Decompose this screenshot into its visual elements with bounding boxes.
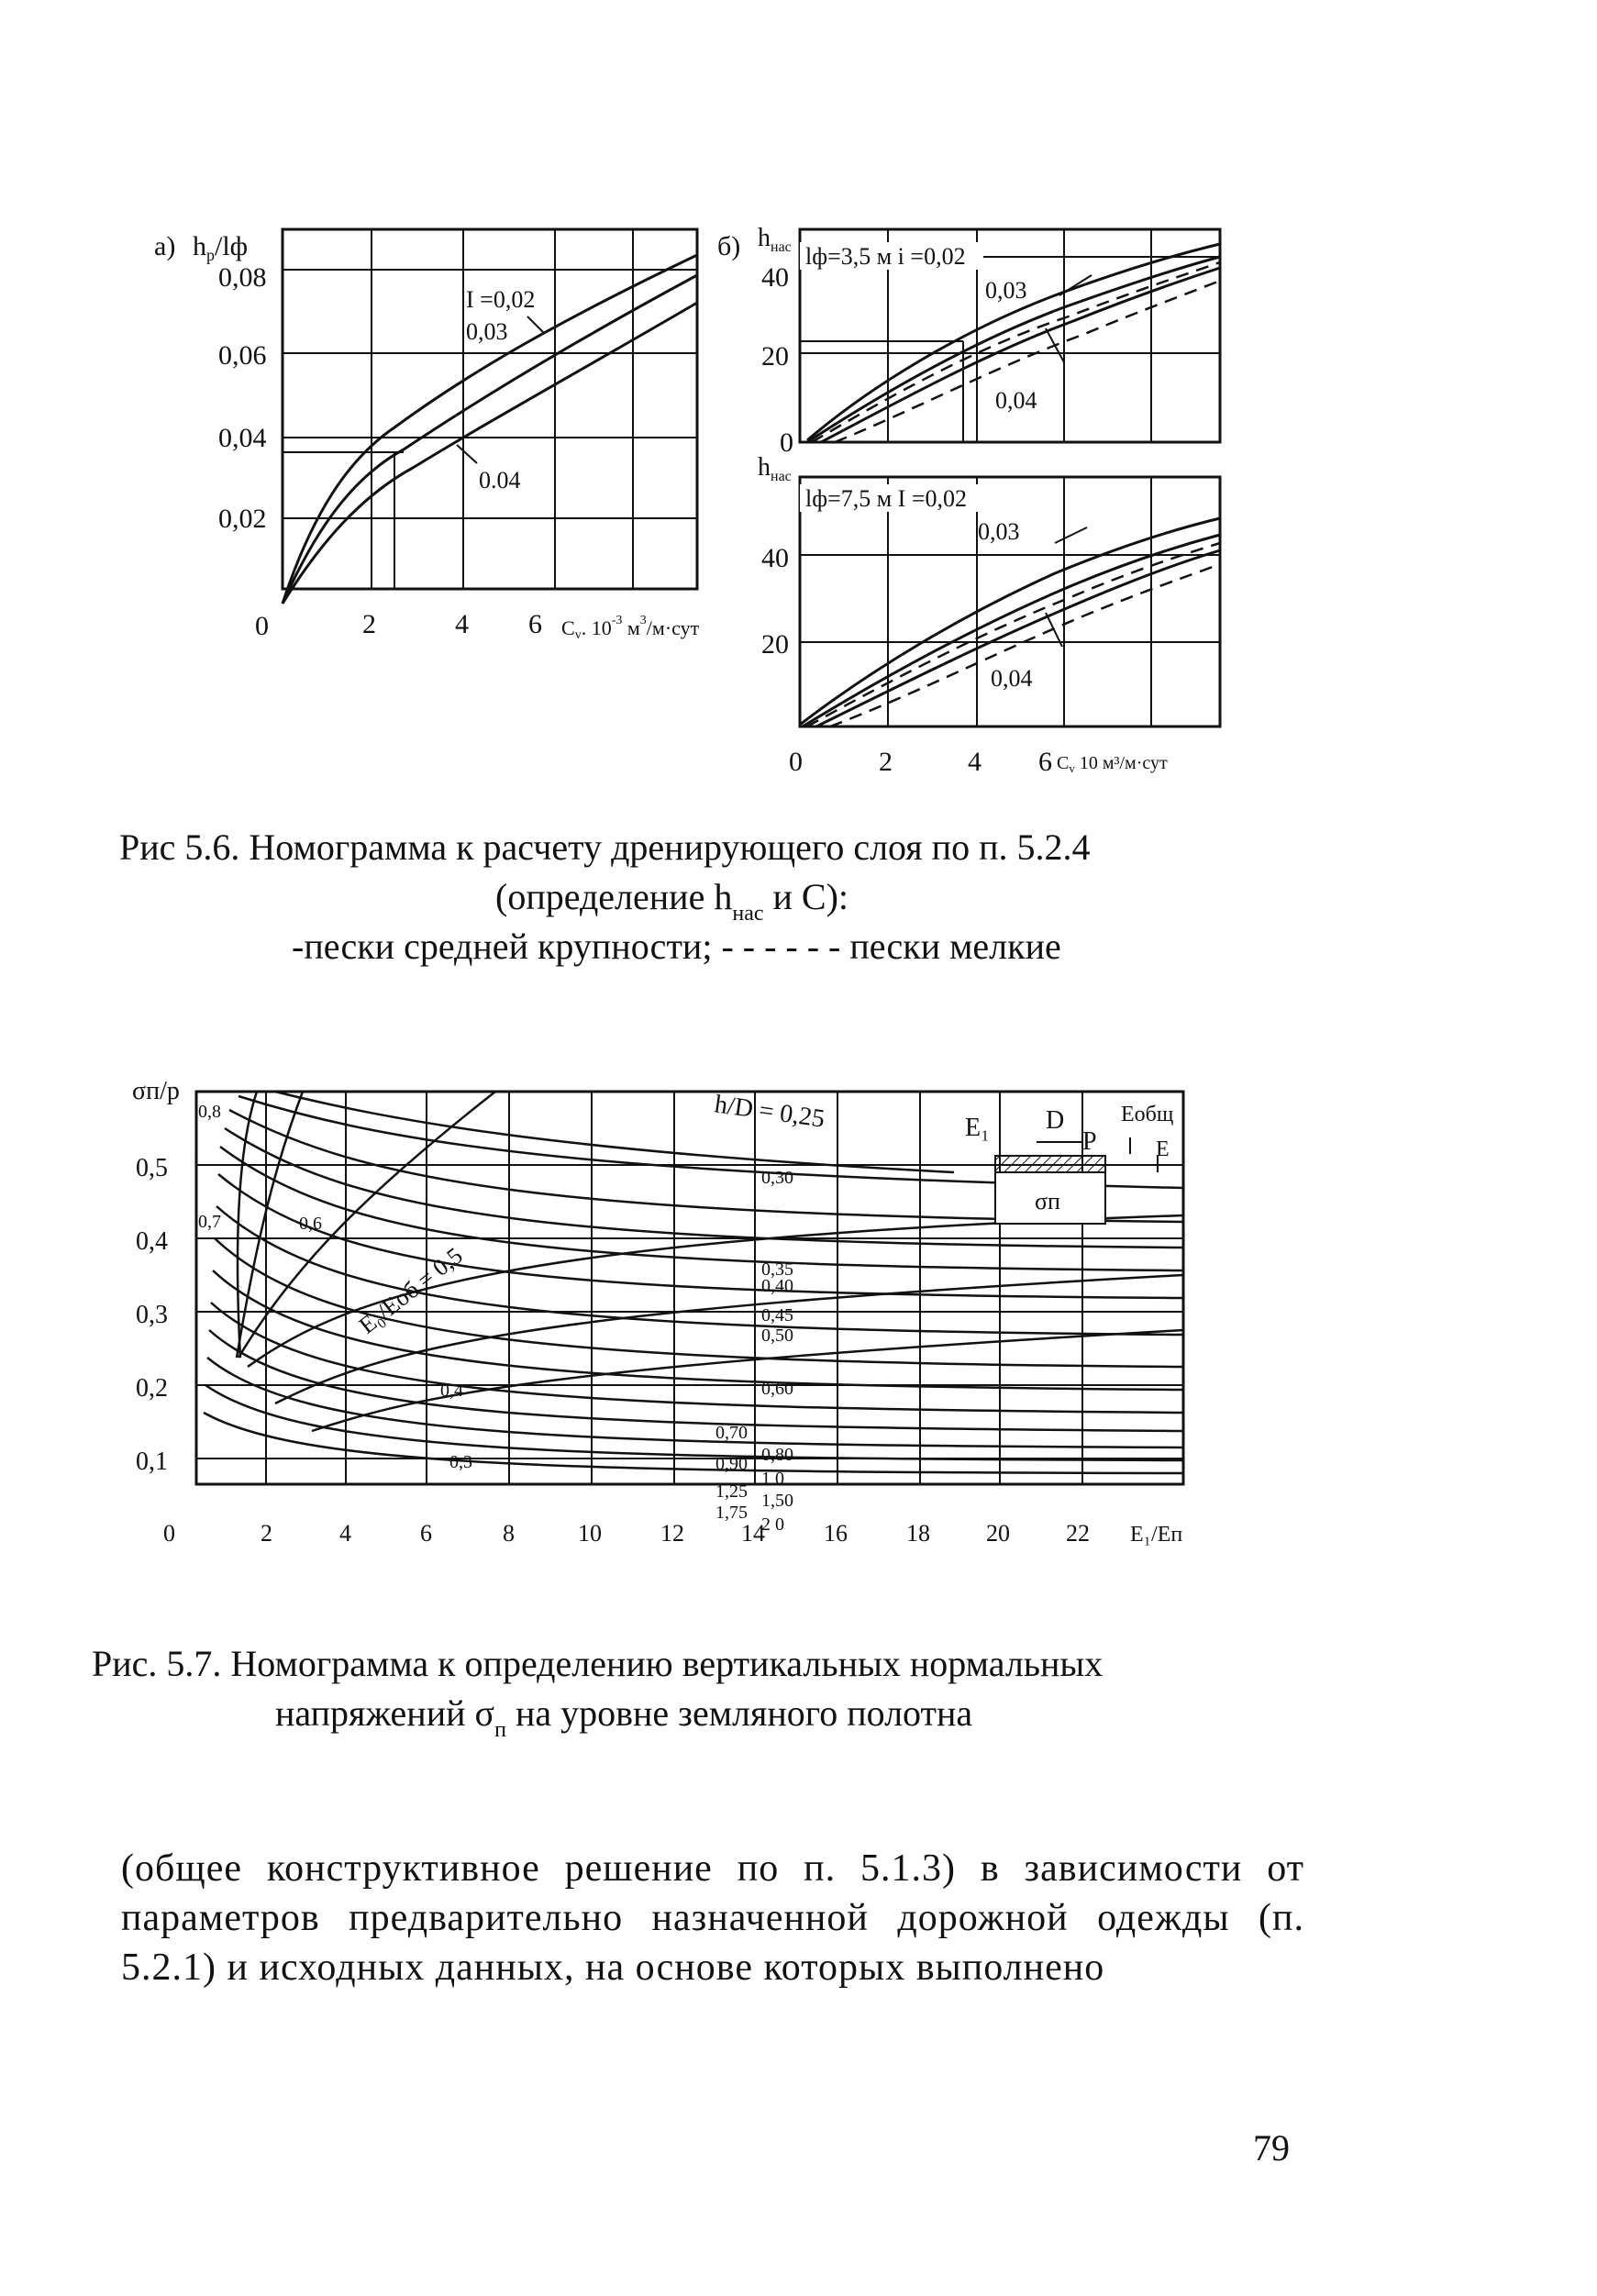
fig57-ratio-value: 0,8 — [198, 1102, 221, 1122]
panel-b-top-ytick: 0 — [780, 427, 793, 458]
page-number: 79 — [1253, 2127, 1290, 2168]
inset-sigma: σп — [1035, 1188, 1060, 1215]
fig57-hd-value: 1 0 — [761, 1469, 784, 1489]
body-paragraph: (общее конструктивное решение по п. 5.1.3) в зависимости от параметров предварительно назначенной дорожной одежды (п. 5.2.1) и исходных данных, на основе которых выполнено — [121, 1847, 1304, 1989]
inset-P: P — [1082, 1127, 1097, 1156]
panel-a-xtick: 2 — [362, 609, 376, 639]
fig57-hd-value: 0,30 — [761, 1168, 793, 1188]
panel-a-xtick: 6 — [528, 609, 542, 639]
panel-b-marker: б) — [717, 231, 741, 261]
fig57-hd-value: 0,50 — [761, 1325, 793, 1346]
fig57-ylabel: σп/p — [132, 1077, 180, 1105]
fig57-hd-value: 1,75 — [715, 1503, 748, 1523]
panel-b-top-curve-label-004: 0,04 — [995, 387, 1037, 414]
panel-b-bottom-curve-label-004: 0,04 — [991, 665, 1033, 692]
figure-5-7 — [0, 1055, 1597, 1605]
panel-a-ytick: 0,02 — [218, 504, 267, 534]
panel-a-marker: а) — [154, 231, 176, 261]
fig56-caption-line3: -пески средней крупности; - - - - - - пески мелкие — [292, 926, 1061, 967]
panel-a-curve-label-002: I =0,02 — [466, 286, 536, 313]
fig57-xtick: 22 — [1066, 1520, 1090, 1547]
panel-b-top-header: lф=3,5 м i =0,02 — [805, 243, 966, 270]
fig57-xtick: 6 — [420, 1520, 432, 1547]
fig57-ytick: 0,3 — [136, 1301, 168, 1329]
fig57-caption-line1: Рис. 5.7. Номограмма к определению вертикальных нормальных — [92, 1643, 1103, 1684]
panel-b-top-curve-label-003: 0,03 — [985, 277, 1027, 304]
panel-a-curve-label-004: 0.04 — [479, 467, 521, 494]
fig57-xtick: 20 — [986, 1520, 1010, 1547]
panel-b-bottom-ytick: 20 — [761, 629, 789, 660]
fig57-ratio-value: 0,6 — [299, 1214, 322, 1234]
fig56-caption-line1: Рис 5.6. Номограмма к расчету дренирующего слоя по п. 5.2.4 — [119, 826, 1091, 868]
fig57-ratio-value: 0,7 — [198, 1212, 221, 1232]
fig57-hd-value: 0,40 — [761, 1276, 793, 1296]
fig57-xtick: 12 — [660, 1520, 684, 1547]
panel-b-top-ytick: 20 — [761, 341, 789, 372]
panel-b-xtick: 6 — [1038, 747, 1052, 777]
fig57-inset — [965, 1103, 1173, 1224]
panel-b-bottom-header: lф=7,5 м I =0,02 — [805, 485, 968, 512]
fig57-xtick: 8 — [503, 1520, 515, 1547]
fig57-xtick: 2 — [261, 1520, 272, 1547]
fig57-ytick: 0,4 — [136, 1227, 168, 1256]
fig57-hd-value: 0,60 — [761, 1379, 793, 1399]
panel-a-xtick: 4 — [455, 609, 469, 639]
fig57-hd-value: 2 0 — [761, 1514, 784, 1535]
panel-b-top-ylabel: $h_{нас}$ — [758, 224, 792, 255]
fig57-xtick: 4 — [339, 1520, 351, 1547]
fig56-caption-line2: (определение $h_{нас}$ и C): — [495, 876, 849, 926]
fig57-xtick: 16 — [824, 1520, 848, 1547]
fig57-hd-value: 1,25 — [715, 1481, 748, 1502]
fig57-ytick: 0,2 — [136, 1374, 168, 1403]
panel-b-top-ytick: 40 — [761, 262, 789, 293]
inset-Eobsh: Eобщ — [1121, 1103, 1174, 1126]
fig57-hd-value: 0,80 — [761, 1445, 793, 1465]
fig57-xtick: 0 — [163, 1520, 175, 1547]
fig56-panel-b — [717, 224, 1220, 777]
fig57-xtick: 18 — [906, 1520, 930, 1547]
panel-a-origin: 0 — [255, 611, 269, 641]
fig57-xtick: 10 — [578, 1520, 602, 1547]
panel-b-xtick: 2 — [879, 747, 893, 777]
panel-b-xtick: 0 — [789, 747, 803, 777]
panel-b-bottom-ytick: 40 — [761, 543, 789, 573]
fig57-ratio-label: E₀/Eоб = 0,5 — [353, 1242, 468, 1339]
panel-a-xunit: Cv. $10^{-3}$ $м^3/м\cdot сут$ — [561, 614, 700, 642]
fig57-hd-value: 0,70 — [715, 1423, 748, 1443]
panel-b-bottom-ylabel: $h_{нас}$ — [758, 453, 792, 484]
panel-a-ytick: 0,04 — [218, 423, 267, 453]
fig57-hd-value: 0,35 — [761, 1259, 793, 1280]
panel-a-ytick: 0,06 — [218, 340, 267, 371]
fig57-hd-value: 0,45 — [761, 1305, 793, 1325]
figure-5-6 — [0, 0, 1597, 807]
fig57-hd-value: 0,90 — [715, 1454, 748, 1474]
fig57-xtick: 14 — [741, 1520, 765, 1547]
panel-b-xunit: $C_v$ 10 м³/м·сут — [1057, 753, 1168, 775]
panel-b-xtick: 4 — [968, 747, 981, 777]
fig57-caption-line2: напряжений $\sigma_п$ на уровне земляного полотна — [275, 1692, 973, 1742]
fig57-xunit: E₁/Eп — [1130, 1523, 1183, 1547]
fig57-hd-label: h/D = 0,25 — [713, 1090, 826, 1134]
fig57-hd-value: 1,50 — [761, 1491, 793, 1511]
fig57-ratio-value: 0,4 — [440, 1381, 463, 1401]
fig57-ratio-value: 0,3 — [449, 1452, 472, 1472]
inset-E1: E₁ — [965, 1114, 990, 1142]
panel-a-ytick: 0,08 — [218, 262, 267, 293]
fig57-ytick: 0,5 — [136, 1154, 168, 1182]
inset-Eg: E — [1156, 1137, 1170, 1161]
panel-b-bottom-curve-label-003: 0,03 — [978, 518, 1020, 545]
panel-a-curve-label-003: 0,03 — [466, 318, 508, 345]
fig56-panel-a — [154, 229, 700, 642]
inset-D: D — [1046, 1106, 1065, 1135]
fig57-ytick: 0,1 — [136, 1447, 168, 1476]
panel-a-ylabel: $h_р/lф$ — [193, 231, 249, 264]
